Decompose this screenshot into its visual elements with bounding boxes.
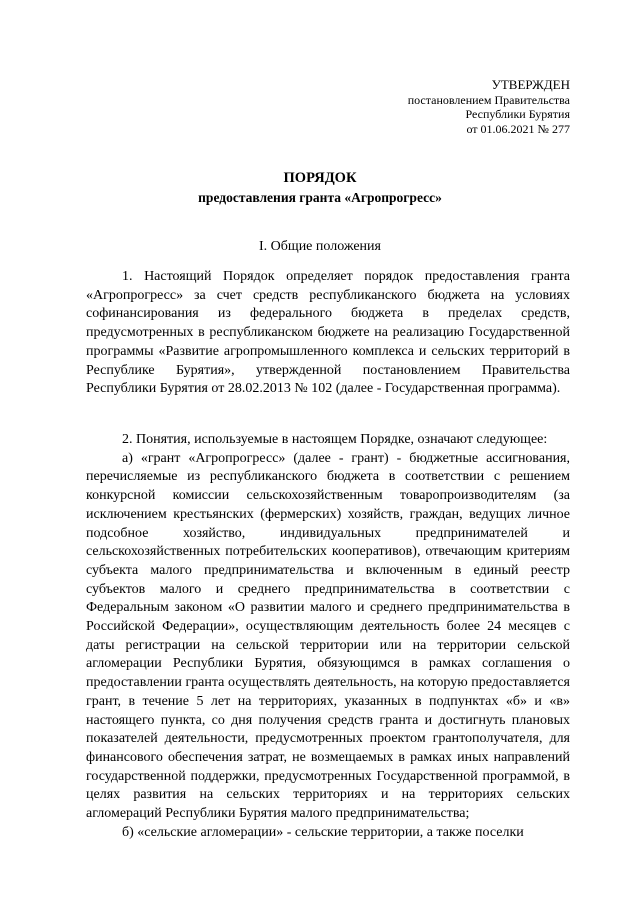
paragraph-block-2 <box>86 431 570 842</box>
section-heading: I. Общие положения <box>259 239 381 254</box>
paragraph-2b: б) «сельские агломерации» - сельские территории, а также поселки <box>122 824 524 840</box>
paragraph-1: 1. Настоящий Порядок определяет порядок предоставления гранта «Агропрогресс» за счет средств республиканского бюджета на условиях софинансирования из федерального бюджета в пределах средств, предусмотренных в республиканском бюджете на реализацию Государственной программы «Развитие агропромышленного комплекса и сельских территорий в Республике Бурятия», утвержденной постановлением Правительства Республики Бурятия от 28.02.2013 № 102 (далее - Государственная программа). <box>86 269 570 397</box>
approval-line-by-resolution: постановлением Правительства <box>407 92 570 107</box>
approval-stamp <box>408 78 570 136</box>
approval-line-approved: УТВЕРЖДЕН <box>491 77 570 92</box>
title-main: ПОРЯДОК <box>283 170 357 186</box>
approval-line-date-number: от 01.06.2021 № 277 <box>466 121 570 136</box>
title-subtitle: предоставления гранта «Агропрогресс» <box>198 190 442 205</box>
document-title <box>0 168 640 208</box>
approval-line-republic: Республики Бурятия <box>465 107 570 121</box>
paragraph-block-1 <box>86 268 570 399</box>
paragraph-2a: а) «грант «Агропрогресс» (далее - грант) - бюджетные ассигнования, перечисляемые из республиканского бюджета в соответствии с решением конкурсной комиссии сельскохозяйственным товаропроизводителям (за исключением крестьянских (фермерских) хозяйств, граждан, ведущих личное подсобное хозяйство, индивидуальных предпринимателей и сельскохозяйственных потребительских кооперативов), отвечающим критериям субъекта малого предпринимательства и включенным в единый реестр субъектов малого и среднего предпринимательства в соответствии с Федеральным законом «О развитии малого и среднего предпринимательства в Российской Федерации», осуществляющим деятельность более 24 месяцев с даты регистрации на сельской территории или на территории сельской агломерации Республики Бурятия, обязующимся в рамках соглашения о предоставлении гранта осуществлять деятельность, на которую предоставляется грант, в течение 5 лет на территориях, указанных в подпунктах «б» и «в» настоящего пункта, со дня получения средств гранта и достигнуть плановых показателей деятельности, предусмотренных проектом грантополучателя, для финансового обеспечения затрат, не возмещаемых в рамках иных направлений государственной поддержки, предусмотренных Государственной программой, в целях развития на сельских территориях и на территориях сельских агломераций Республики Бурятия малого предпринимательства; <box>86 450 570 822</box>
paragraph-2: 2. Понятия, используемые в настоящем Порядке, означают следующее: <box>122 432 548 447</box>
